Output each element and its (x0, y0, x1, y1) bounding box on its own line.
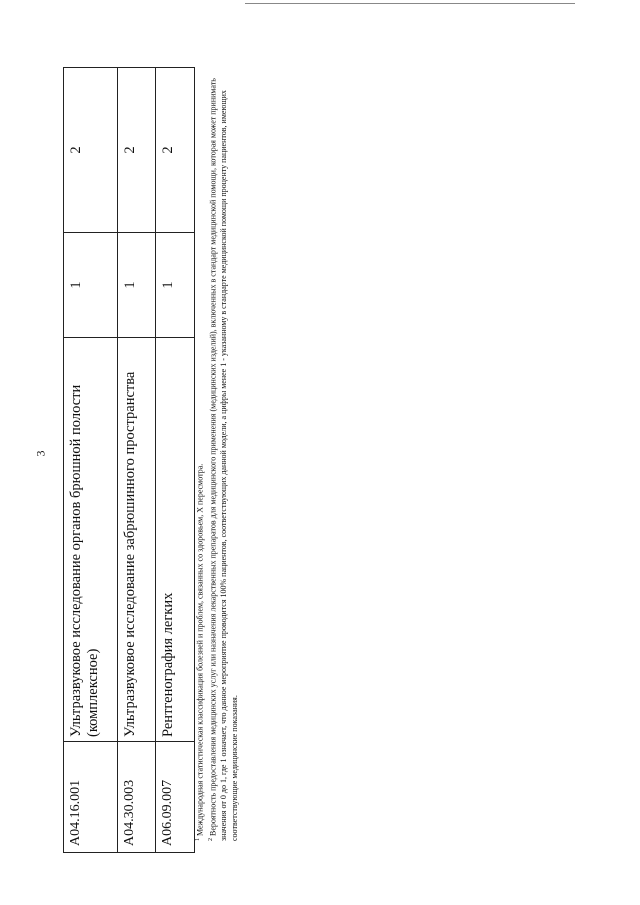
service-name: Ультразвуковое исследование забрюшинного пространства (118, 338, 156, 742)
service-frequency: 1 (156, 233, 195, 338)
table-row (64, 68, 118, 853)
table-row (156, 68, 195, 853)
footnote-1-mark: 1 (195, 838, 201, 841)
service-multiplicity: 2 (156, 68, 195, 233)
footnote-2-mark: 2 (207, 838, 214, 841)
service-name: Ультразвуковое исследование органов брюшной полости (комплексное) (64, 338, 118, 742)
footnote-1-text: Международная статистическая классификация болезней и проблем, связанных со здоровьем, X пересмотра. (195, 463, 205, 836)
service-frequency: 1 (64, 233, 118, 338)
footnote-2 (206, 47, 241, 847)
service-multiplicity: 2 (118, 68, 156, 233)
service-code: A06.09.007 (156, 742, 195, 853)
service-code: A04.16.001 (64, 742, 118, 853)
footnote-2-text: Вероятность предоставления медицинских услуг или назначения лекарственных препаратов для медицинского применения (медицинских изделий), включенных в стандарт медицинской помощи, которая может принимать значения от 0 до 1, где 1 означает, что данное мероприятие проводится 100% пациентов, соответствующих данной модели, а цифры менее 1 - указанному в стандарте медицинской помощи проценту пациентов, имеющих соответствующие медицинские показания. (208, 78, 240, 841)
table-row (118, 68, 156, 853)
service-frequency: 1 (118, 233, 156, 338)
service-code: A04.30.003 (118, 742, 156, 853)
service-multiplicity: 2 (64, 68, 118, 233)
footnote-1 (193, 47, 206, 847)
services-table (63, 67, 195, 853)
footnotes (193, 47, 240, 847)
service-name: Рентгенография легких (156, 338, 195, 742)
page-number: 3 (33, 450, 48, 457)
